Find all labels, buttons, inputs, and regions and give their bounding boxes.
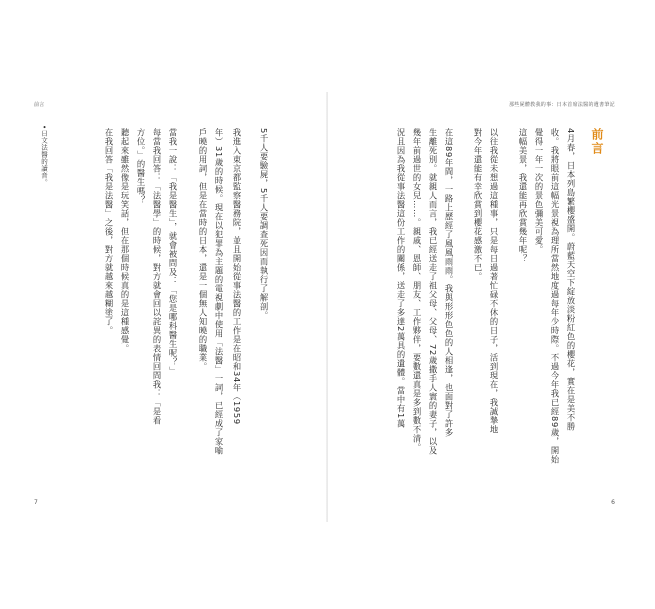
text-line: 收。我將眼前這幅光景視為理所當然地度過每年少時際。不過今年我已經89歲，開始 bbox=[550, 128, 560, 464]
text-line: 幾年前過世的女兒……。親戚、恩師、朋友、工作夥伴，要數還真是多到數不清。 bbox=[412, 128, 422, 452]
text-line: 4月春，日本列島繁櫻盛開。蔚藍天空下綻放淡粉紅色的櫻花，實在是美不勝 bbox=[566, 128, 576, 431]
text-line: 當我一說：「我是醫生」，就會被問及：「您是哪科醫生呢？」 bbox=[168, 128, 178, 376]
text-line: 在我回答「我是法醫」之後，對方就越來越糊塗了。 bbox=[104, 128, 114, 335]
running-head-left: 前言 bbox=[34, 102, 45, 108]
text-line: 況且因為我從事法醫這份工作的關係，送走了多達2萬具的遺體。當中有1萬 bbox=[396, 128, 406, 428]
right-page bbox=[327, 0, 655, 609]
text-line: 覺得一年一次的景色彌美可愛。 bbox=[534, 128, 544, 254]
footnote-marker: • bbox=[40, 125, 48, 130]
running-head-right: 那些屍體教我的事：日本首席法醫的遺書筆記 bbox=[508, 102, 615, 108]
text-line: 以往我從未想過這種事，只是每日過著忙碌不休的日子，活到現在，我誠摯地 bbox=[489, 128, 499, 434]
text-line: 方位。」的醫生嗎？ bbox=[136, 128, 146, 205]
footnote-text: 日文法醫的讀音。 bbox=[40, 129, 48, 186]
text-line: 戶曉的用詞，但是在當時的日本，還是一個無人知曉的職業。 bbox=[198, 128, 208, 371]
text-line: 對今年還能有幸欣賞到櫻花感激不已。 bbox=[473, 128, 483, 281]
text-line: 我進入東京都監察醫務院，並且開始從事法醫的工作是在昭和34年（1959 bbox=[232, 128, 242, 425]
footnote bbox=[40, 125, 49, 186]
text-line: 年）31歲的時候。現在以犯罪為主題的電視劇中使用「法醫」一詞，已經成了家喻 bbox=[214, 128, 224, 455]
text-line: 在這89年間，一路上歷經了風風雨雨。我與形形色色的人相逢，也面對了許多 bbox=[444, 128, 454, 437]
text-line: 生離死別。就親人而言，我已經送走了祖父母、父母、72歲撒手人寰的妻子，以及 bbox=[428, 128, 438, 455]
text-line: 這幅美景，我還能再欣賞幾年呢？ bbox=[518, 128, 528, 263]
chapter-heading: 前言 bbox=[590, 128, 604, 156]
left-page bbox=[0, 0, 327, 609]
page-number-left: 7 bbox=[34, 499, 38, 506]
text-line: 5千人要驗屍，5千人要調查死因而執行了解剖。 bbox=[259, 128, 269, 320]
page-number-right: 6 bbox=[611, 499, 615, 506]
text-line: 每當我回答：「法醫學」的時候，對方就會回以詫異的表情回問我：「是看 bbox=[152, 128, 162, 425]
text-line: 聽起來雖然像是玩笑話，但在那個時候真的是這種感覺。 bbox=[120, 128, 130, 353]
